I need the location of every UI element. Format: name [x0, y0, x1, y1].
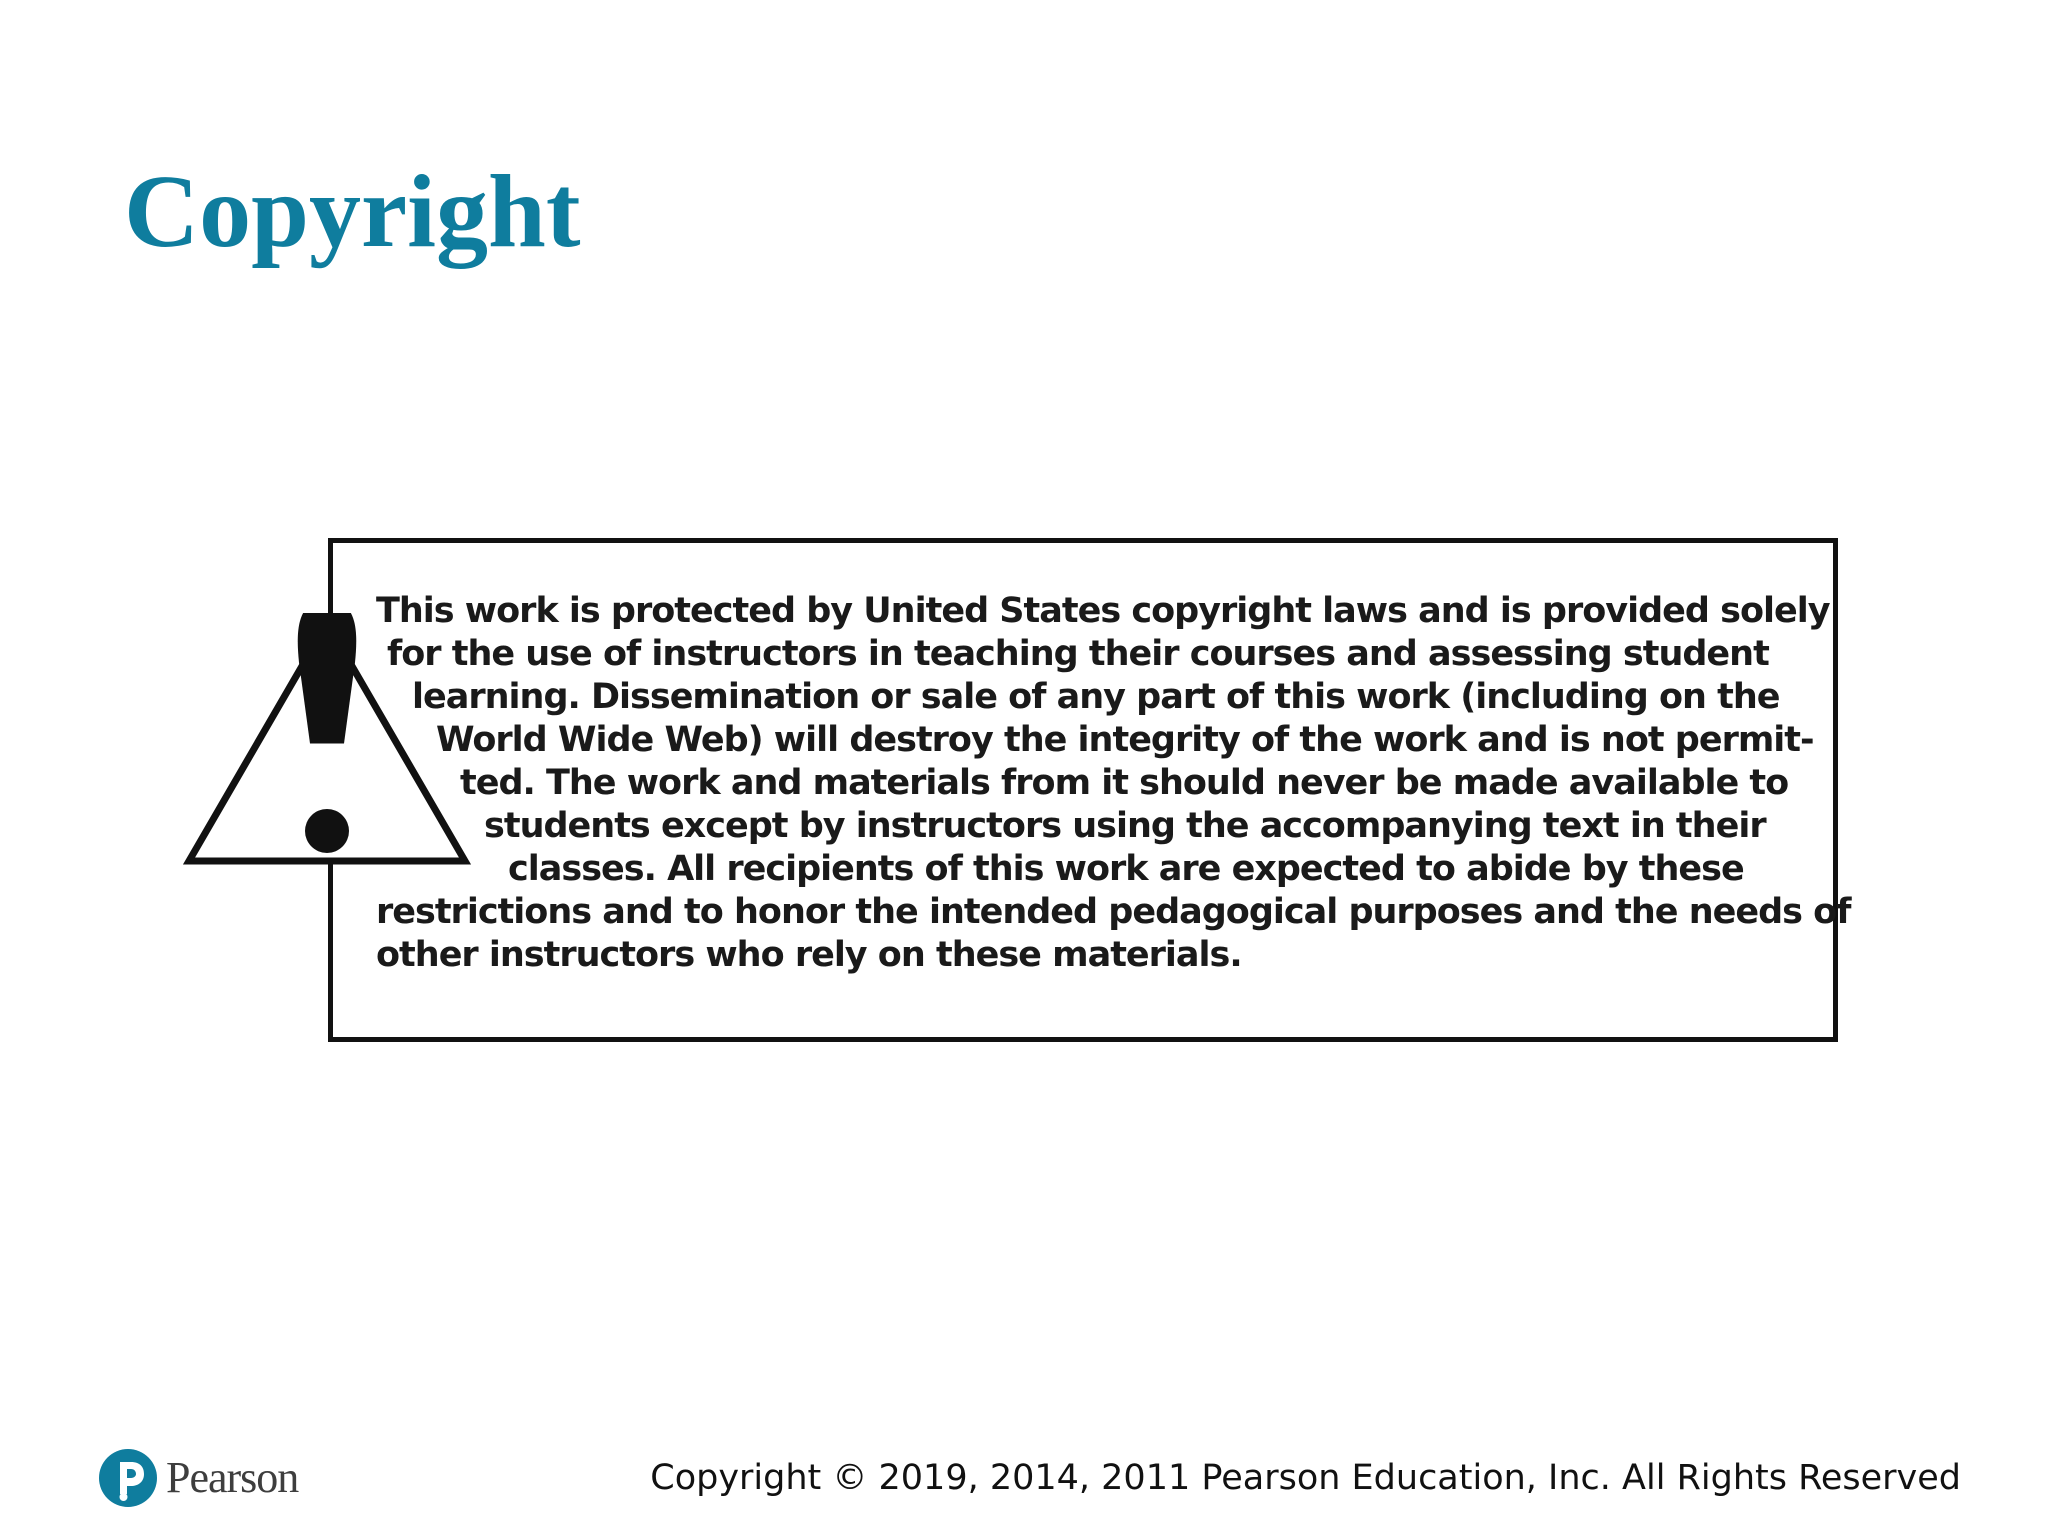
notice-line: other instructors who rely on these materials.	[376, 935, 1242, 975]
notice-line: for the use of instructors in teaching their courses and assessing student	[387, 634, 1769, 674]
pearson-logo	[98, 1448, 338, 1512]
notice-text	[376, 590, 1851, 977]
notice-line: ted. The work and materials from it should never be made available to	[460, 763, 1789, 803]
notice-line: This work is protected by United States copyright laws and is provided solely	[376, 591, 1830, 631]
pearson-logo-icon	[98, 1448, 158, 1508]
notice-line: World Wide Web) will destroy the integrity of the work and is not permit-	[436, 720, 1814, 760]
notice-line: restrictions and to honor the intended pedagogical purposes and the needs of	[376, 892, 1851, 932]
footer-copyright: Copyright © 2019, 2014, 2011 Pearson Education, Inc. All Rights Reserved	[650, 1458, 1961, 1498]
slide-title: Copyright	[124, 154, 581, 269]
logo-wordmark: Pearson	[166, 1453, 299, 1502]
notice-line: students except by instructors using the accompanying text in their	[484, 806, 1766, 846]
notice-line: classes. All recipients of this work are expected to abide by these	[508, 849, 1744, 889]
copyright-notice	[182, 535, 1851, 1041]
notice-line: learning. Dissemination or sale of any part of this work (including on the	[412, 677, 1780, 717]
